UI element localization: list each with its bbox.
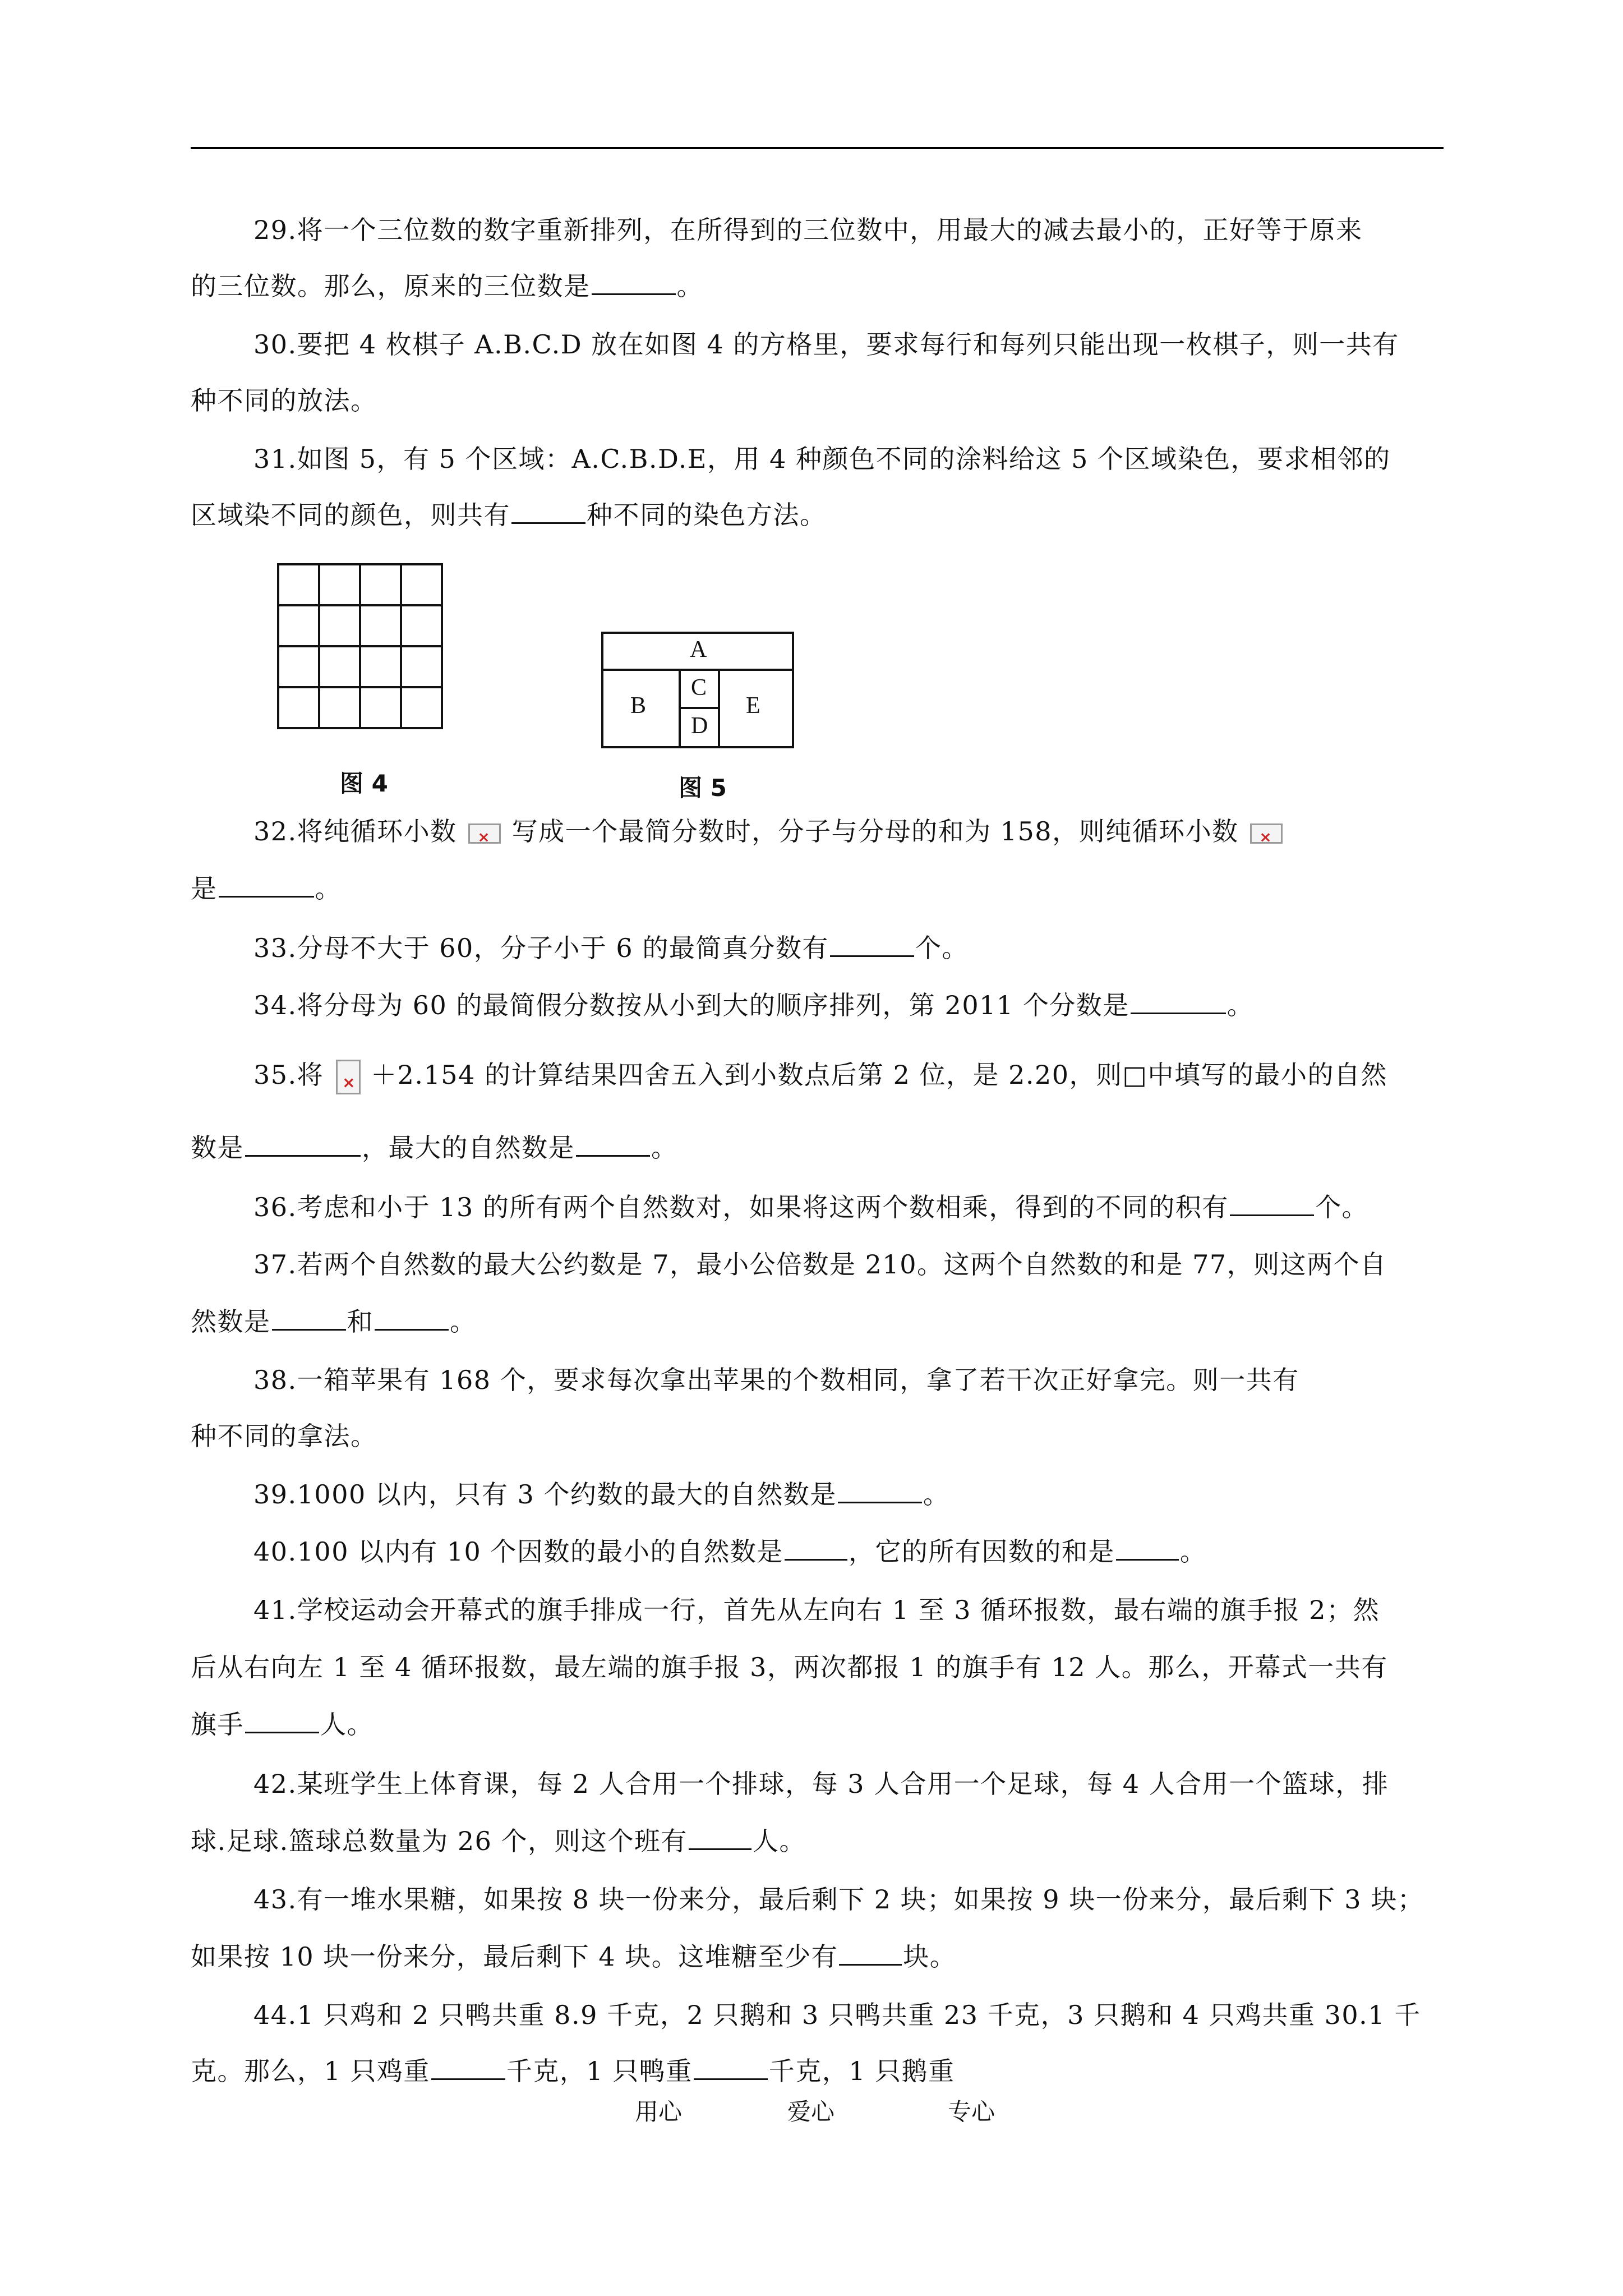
q32-line1 <box>253 815 1294 848</box>
q41-line2: 后从右向左 1 至 4 循环报数，最左端的旗手报 3，两次都报 1 的旗手有 12 人。那么，开幕式一共有 <box>191 1652 1388 1682</box>
q34-answer-blank <box>1131 990 1226 1014</box>
q35-text-a: 35.将 <box>253 1060 324 1090</box>
q37-blank-2 <box>375 1306 449 1331</box>
q41-end: 人。 <box>320 1709 374 1740</box>
q35-line1 <box>253 1058 1387 1094</box>
q44-text-a: 克。那么，1 只鸡重 <box>191 2056 430 2086</box>
q36-answer-blank <box>1230 1192 1314 1216</box>
q33-line <box>253 931 969 965</box>
q33-answer-blank <box>830 933 914 957</box>
q43-text: 如果按 10 块一份来分，最后剩下 4 块。这堆糖至少有 <box>191 1941 838 1972</box>
q31-line2 <box>191 498 827 532</box>
q34-end: 。 <box>1227 990 1254 1020</box>
broken-image-icon: × <box>336 1060 361 1094</box>
q31-answer-blank <box>511 500 585 524</box>
q29-answer-blank <box>592 271 676 295</box>
q38-line1: 38.一箱苹果有 168 个，要求每次拿出苹果的个数相同，拿了若干次正好拿完。则一共有 <box>253 1365 1299 1395</box>
q37-and: 和 <box>347 1306 374 1337</box>
q40-end: 。 <box>1179 1536 1207 1567</box>
q36-text: 36.考虑和小于 13 的所有两个自然数对，如果将这两个数相乘，得到的不同的积有 <box>253 1192 1229 1222</box>
q43-answer-blank <box>839 1941 902 1966</box>
q31-text: 区域染不同的颜色，则共有 <box>191 500 510 530</box>
q39-text: 39.1000 以内，只有 3 个约数的最大的自然数是 <box>253 1479 837 1510</box>
q36-end: 个。 <box>1315 1192 1368 1222</box>
q42-text: 球.足球.篮球总数量为 26 个，则这个班有 <box>191 1826 688 1856</box>
q32-answer-blank <box>219 873 314 898</box>
q37-line1: 37.若两个自然数的最大公约数是 7，最小公倍数是 210。这两个自然数的和是 77，则这两个自 <box>253 1249 1387 1280</box>
q43-line1: 43.有一堆水果糖，如果按 8 块一份来分，最后剩下 2 块；如果按 9 块一份来分，最后剩下 3 块； <box>253 1884 1424 1915</box>
q39-line <box>253 1478 949 1511</box>
q35-end: 。 <box>651 1133 678 1163</box>
q37-text: 然数是 <box>191 1306 271 1337</box>
q34-text: 34.将分母为 60 的最简假分数按从小到大的顺序排列，第 2011 个分数是 <box>253 990 1129 1020</box>
q40-blank-2 <box>1116 1536 1179 1561</box>
figure-4-caption: 图 4 <box>340 770 388 797</box>
q29-text: 的三位数。那么，原来的三位数是 <box>191 271 591 301</box>
figure-4-grid <box>277 563 443 729</box>
q38-line2: 种不同的拿法。 <box>191 1421 377 1451</box>
region-c-label: C <box>691 675 707 701</box>
q30-line1: 30.要把 4 枚棋子 A.B.C.D 放在如图 4 的方格里，要求每行和每列只能出现一枚棋子，则一共有 <box>253 329 1399 360</box>
q37-end: 。 <box>450 1306 477 1337</box>
header-rule <box>191 147 1444 149</box>
figure-5-diagram <box>601 632 794 748</box>
q30-line2: 种不同的放法。 <box>191 385 377 416</box>
q44-line1: 44.1 只鸡和 2 只鸭共重 8.9 千克，2 只鹅和 3 只鸭共重 23 千克，3 只鹅和 4 只鸡共重 30.1 千 <box>253 2000 1421 2030</box>
q35-text-c: 数是 <box>191 1133 244 1163</box>
region-d-label: D <box>691 713 708 739</box>
broken-image-icon: × <box>1250 823 1283 844</box>
q32-line2 <box>191 872 342 905</box>
q37-blank-1 <box>272 1306 346 1331</box>
q37-line2 <box>191 1305 477 1338</box>
q44-line2 <box>191 2054 955 2088</box>
broken-image-icon: × <box>468 823 501 844</box>
q41-text: 旗手 <box>191 1709 244 1740</box>
region-e-label: E <box>746 693 760 719</box>
q29-end: 。 <box>676 271 703 301</box>
footer-right: 专心 <box>948 2098 995 2125</box>
q35-text-d: ，最大的自然数是 <box>362 1133 575 1163</box>
q40-blank-1 <box>785 1536 847 1561</box>
q41-line3 <box>191 1708 374 1741</box>
q31-line1: 31.如图 5，有 5 个区域：A.C.B.D.E，用 4 种颜色不同的涂料给这 5 个区域染色，要求相邻的 <box>253 444 1391 474</box>
q43-end: 块。 <box>903 1941 957 1972</box>
figure-5-caption: 图 5 <box>679 774 727 802</box>
q42-answer-blank <box>689 1826 751 1850</box>
q35-min-blank <box>245 1133 361 1157</box>
q41-line1: 41.学校运动会开幕式的旗手排成一行，首先从左向右 1 至 3 循环报数，最右端的旗手报 2；然 <box>253 1595 1380 1625</box>
q33-text: 33.分母不大于 60，分子小于 6 的最简真分数有 <box>253 933 829 963</box>
q32-text-a: 32.将纯循环小数 <box>253 816 457 846</box>
q32-end: 。 <box>315 873 342 904</box>
q35-line2 <box>191 1131 678 1165</box>
q40-text-b: ，它的所有因数的和是 <box>848 1536 1115 1567</box>
q42-end: 人。 <box>753 1826 806 1856</box>
q31-end: 种不同的染色方法。 <box>587 500 827 530</box>
q34-line <box>253 988 1253 1022</box>
q32-text-c: 是 <box>191 873 218 904</box>
q35-text-b: ＋2.154 的计算结果四舍五入到小数点后第 2 位，是 2.20，则□中填写的最小的自然 <box>371 1060 1387 1090</box>
q35-max-blank <box>576 1133 650 1157</box>
region-b-label: B <box>630 693 647 719</box>
q39-end: 。 <box>923 1479 950 1510</box>
q43-line2 <box>191 1940 956 1973</box>
q41-answer-blank <box>245 1709 319 1733</box>
q29-line1: 29.将一个三位数的数字重新排列，在所得到的三位数中，用最大的减去最小的，正好等于原来 <box>253 215 1363 245</box>
q42-line1: 42.某班学生上体育课，每 2 人合用一个排球，每 3 人合用一个足球，每 4 人合用一个篮球，排 <box>253 1769 1389 1799</box>
q42-line2 <box>191 1824 806 1858</box>
footer-middle: 爱心 <box>787 2098 835 2125</box>
region-a-label: A <box>690 637 707 662</box>
q44-chicken-blank <box>431 2056 505 2080</box>
q33-end: 个。 <box>915 933 969 963</box>
q32-text-b: 写成一个最简分数时，分子与分母的和为 158，则纯循环小数 <box>511 816 1239 846</box>
q40-text-a: 40.100 以内有 10 个因数的最小的自然数是 <box>253 1536 783 1567</box>
footer-left: 用心 <box>635 2098 683 2125</box>
q44-duck-blank <box>694 2056 768 2080</box>
q44-text-b: 千克，1 只鸭重 <box>506 2056 693 2086</box>
q44-text-c: 千克，1 只鹅重 <box>768 2056 955 2086</box>
q40-line <box>253 1535 1206 1568</box>
q29-line2 <box>191 269 703 303</box>
q36-line <box>253 1190 1368 1224</box>
q39-answer-blank <box>838 1479 922 1503</box>
